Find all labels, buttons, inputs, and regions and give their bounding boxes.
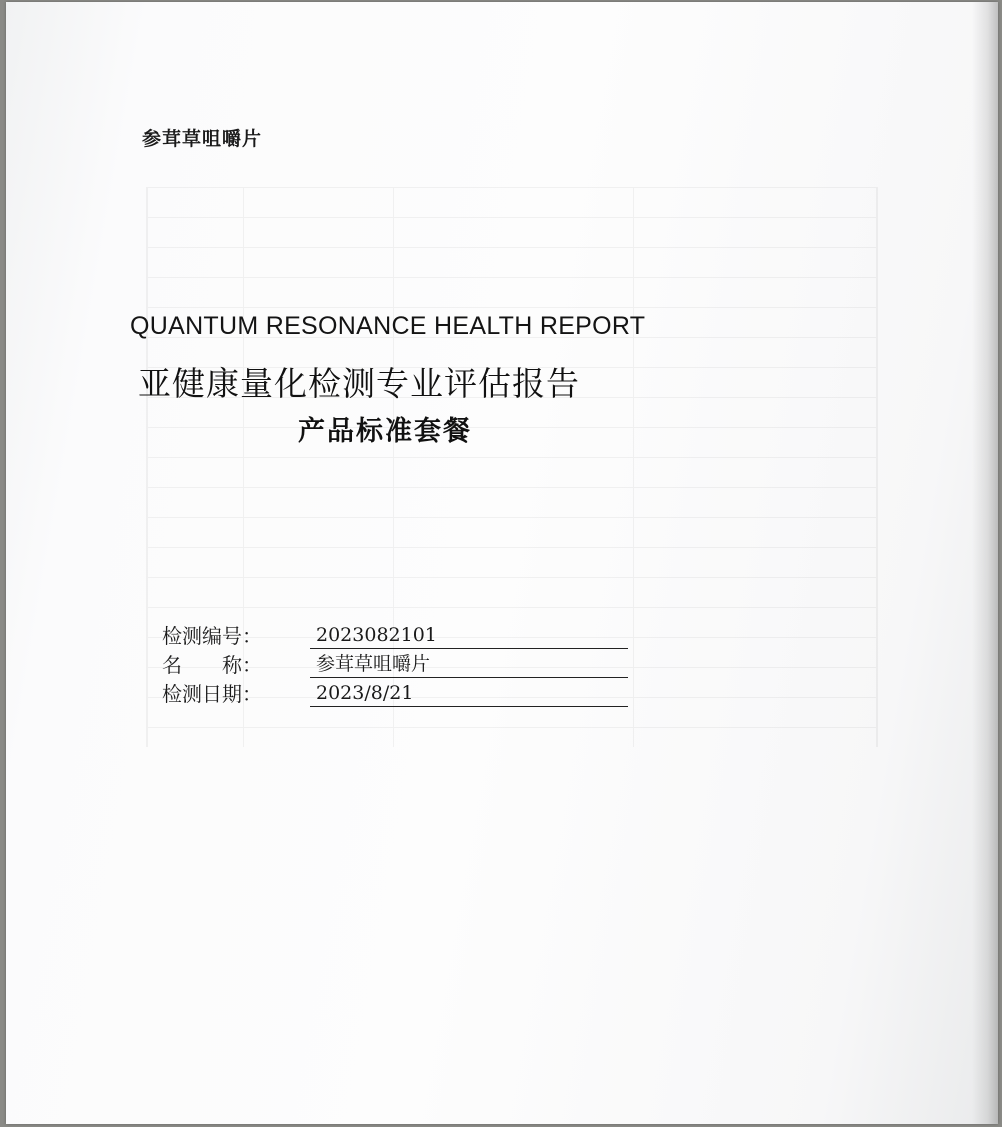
document-page [6, 2, 998, 1124]
info-row-name [162, 649, 632, 678]
info-block [162, 620, 632, 707]
report-title-en: QUANTUM RESONANCE HEALTH REPORT [130, 312, 646, 340]
info-value-test-date: 2023/8/21 [310, 680, 628, 707]
header-product-name: 参茸草咀嚼片 [142, 128, 263, 150]
page-edge-shadow [972, 2, 998, 1124]
report-subtitle: 产品标准套餐 [298, 416, 472, 447]
info-label: 检测编号： [162, 624, 262, 648]
info-value-test-number: 2023082101 [310, 622, 628, 649]
info-row-test-number [162, 620, 632, 649]
info-label: 名 称： [162, 653, 262, 677]
info-value-name: 参茸草咀嚼片 [310, 651, 628, 678]
report-title-cn: 亚健康量化检测专业评估报告 [138, 364, 580, 403]
info-label: 检测日期： [162, 682, 262, 706]
info-row-test-date [162, 678, 632, 707]
